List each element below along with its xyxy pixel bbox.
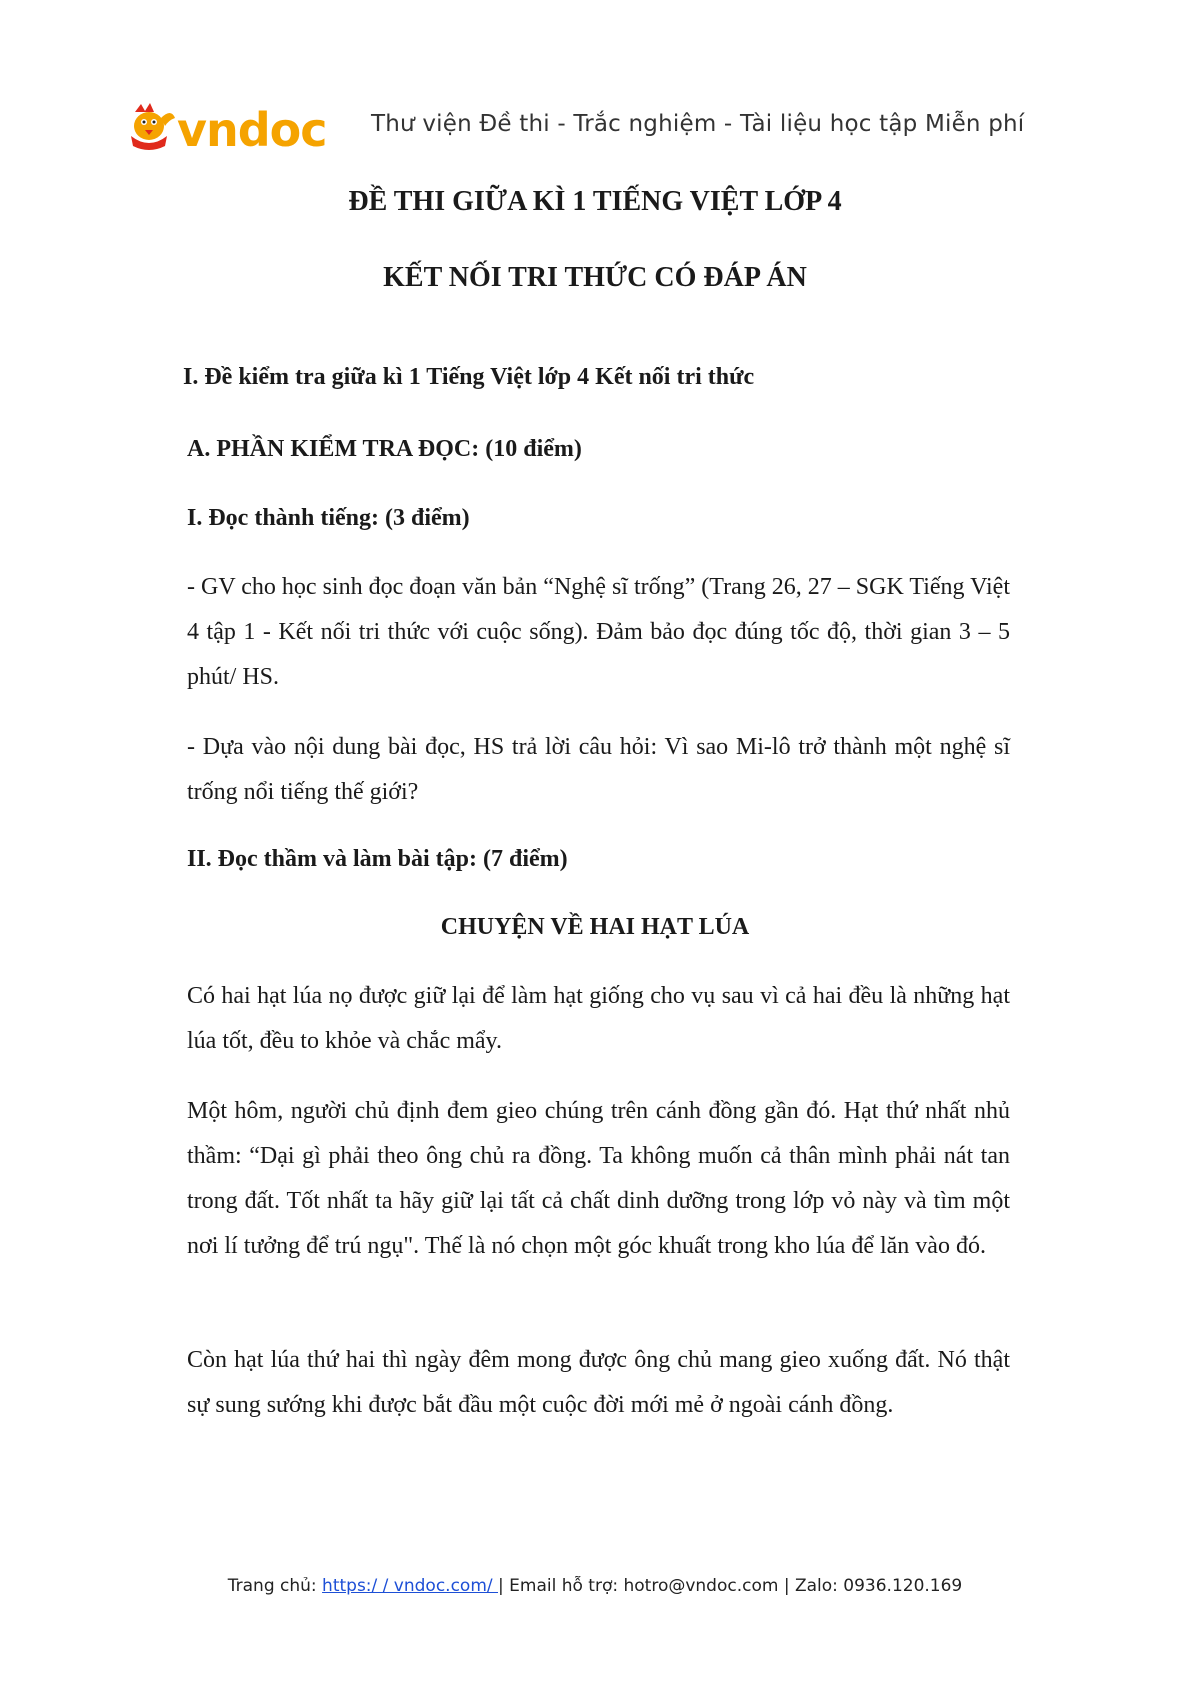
document-title-line-2: KẾT NỐI TRI THỨC CÓ ĐÁP ÁN [383,262,807,293]
page-header [127,100,1077,160]
part-a-heading: A. PHẦN KIỂM TRA ĐỌC: (10 điểm) [187,436,582,462]
logo-text: vndoc [177,103,327,157]
silent-reading-heading: II. Đọc thầm và làm bài tập: (7 điểm) [187,846,568,872]
footer-home-link[interactable]: https:/ / vndoc.com/ [322,1576,499,1596]
story-paragraph-2: Một hôm, người chủ định đem gieo chúng trên cánh đồng gần đó. Hạt thứ nhất nhủ thầm: “Dại gì phải theo ông chủ ra đồng. Ta không muốn cả thân mình phải nát tan trong đất. Tốt nhất ta hãy giữ lại tất cả chất dinh dưỡng trong lớp vỏ này và tìm một nơi lí tưởng để trú ngụ". Thế là nó chọn một góc khuất trong kho lúa để lăn vào đó. [187,1098,1010,1259]
story-paragraph-1: Có hai hạt lúa nọ được giữ lại để làm hạt giống cho vụ sau vì cả hai đều là những hạt lúa tốt, đều to khỏe và chắc mẩy. [187,983,1010,1054]
page-footer [0,1576,1190,1596]
footer-home-label: Trang chủ: [227,1576,323,1596]
read-aloud-paragraph-2: - Dựa vào nội dung bài đọc, HS trả lời câu hỏi: Vì sao Mi-lô trở thành một nghệ sĩ trống nổi tiếng thế giới? [187,734,1010,805]
read-aloud-heading: I. Đọc thành tiếng: (3 điểm) [187,505,470,531]
read-aloud-paragraph-1: - GV cho học sinh đọc đoạn văn bản “Nghệ sĩ trống” (Trang 26, 27 – SGK Tiếng Việt 4 tập 1 - Kết nối tri thức với cuộc sống). Đảm bảo đọc đúng tốc độ, thời gian 3 – 5 phút/ HS. [187,574,1010,690]
header-tagline: Thư viện Đề thi - Trắc nghiệm - Tài liệu học tập Miễn phí [371,111,1025,137]
footer-contact-info: | Email hỗ trợ: hotro@vndoc.com | Zalo: 0936.120.169 [498,1576,963,1596]
story-title: CHUYỆN VỀ HAI HẠT LÚA [440,914,750,940]
vndoc-logo[interactable] [127,100,347,160]
document-title-line-1: ĐỀ THI GIỮA KÌ 1 TIẾNG VIỆT LỚP 4 [348,186,842,217]
story-paragraph-3: Còn hạt lúa thứ hai thì ngày đêm mong được ông chủ mang gieo xuống đất. Nó thật sự sung sướng khi được bắt đầu một cuộc đời mới mẻ ở ngoài cánh đồng. [187,1347,1010,1418]
mascot-icon [131,103,175,150]
section-heading-1: I. Đề kiểm tra giữa kì 1 Tiếng Việt lớp 4 Kết nối tri thức [183,364,755,390]
